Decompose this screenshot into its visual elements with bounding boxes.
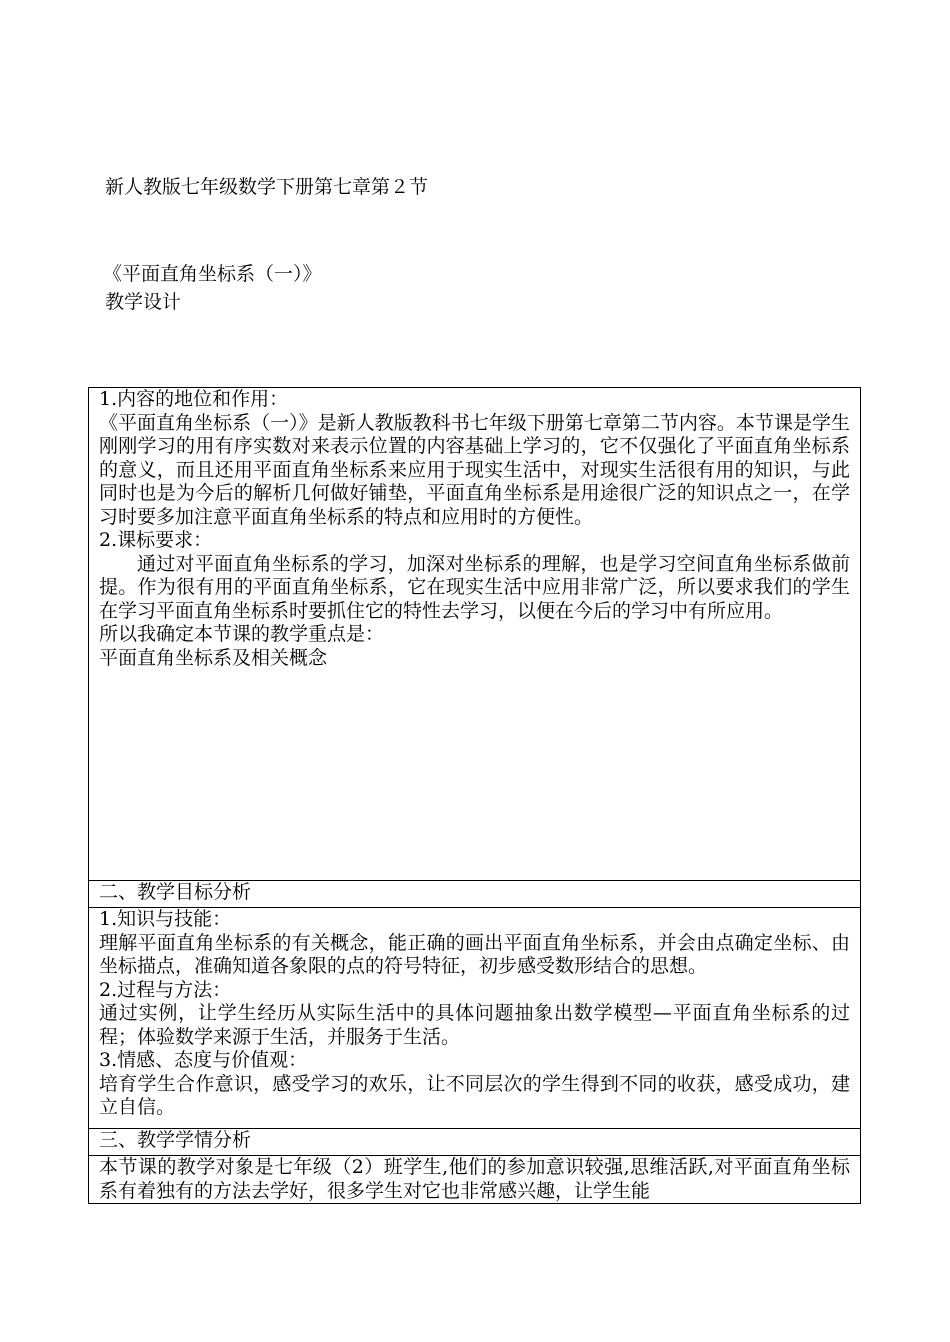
learner-analysis-cell	[89, 1156, 861, 1204]
lesson-design-table	[88, 387, 861, 1204]
learner-analysis-title: 三、教学学情分析	[89, 1129, 861, 1156]
document-title: 《平面直角坐标系（一）》	[103, 263, 322, 285]
knowledge-text: 理解平面直角坐标系的有关概念，能正确的画出平面直角坐标系，并会由点确定坐标、由坐标描点，准确知道各象限的点的符号特征，初步感受数形结合的思想。	[99, 931, 850, 977]
position-role-heading: 1.内容的地位和作用：	[99, 388, 289, 410]
curriculum-heading: 2.课标要求：	[99, 529, 213, 551]
table-row	[89, 1156, 861, 1204]
objectives-cell	[89, 908, 861, 1129]
table-row	[89, 908, 861, 1129]
attitude-heading: 3.情感、态度与价值观：	[99, 1049, 308, 1071]
objectives-title: 二、教学目标分析	[89, 881, 861, 908]
curriculum-text: 通过对平面直角坐标系的学习，加深对坐标系的理解，也是学习空间直角坐标系做前提。作为很有用的平面直角坐标系，它在现实生活中应用非常广泛，所以要求我们的学生在学习平面直角坐标系时要抓住它的特性去学习，以便在今后的学习中有所应用。	[99, 552, 850, 622]
table-row	[89, 388, 861, 881]
table-row	[89, 1129, 861, 1156]
focus-text: 平面直角坐标系及相关概念	[99, 646, 328, 669]
document-heading: 新人教版七年级数学下册第七章第２节	[105, 176, 429, 198]
attitude-text: 培育学生合作意识，感受学习的欢乐，让不同层次的学生得到不同的收获，感受成功，建立自信。	[99, 1072, 850, 1118]
focus-intro: 所以我确定本节课的教学重点是：	[99, 623, 385, 645]
document-subtitle: 教学设计	[105, 291, 182, 313]
knowledge-heading: 1.知识与技能：	[99, 908, 232, 930]
process-heading: 2.过程与方法：	[99, 978, 232, 1001]
content-position-cell	[89, 388, 861, 881]
table-row	[89, 881, 861, 908]
process-text: 通过实例，让学生经历从实际生活中的具体问题抽象出数学模型—平面直角坐标系的过程；体验数学来源于生活，并服务于生活。	[99, 1002, 850, 1048]
learner-analysis-text: 本节课的教学对象是七年级（2）班学生,他们的参加意识较强,思维活跃,对平面直角坐标系有着独有的方法去学好，很多学生对它也非常感兴趣，让学生能	[99, 1156, 850, 1202]
position-role-text: 《平面直角坐标系（一）》是新人教版教科书七年级下册第七章第二节内容。本节课是学生刚刚学习的用有序实数对来表示位置的内容基础上学习的，它不仅强化了平面直角坐标系的意义，而且还用平面直角坐标系来应用于现实生活中，对现实生活很有用的知识，与此同时也是为今后的解析几何做好铺垫，平面直角坐标系是用途很广泛的知识点之一，在学习时要多加注意平面直角坐标系的特点和应用时的方便性。	[99, 411, 850, 528]
